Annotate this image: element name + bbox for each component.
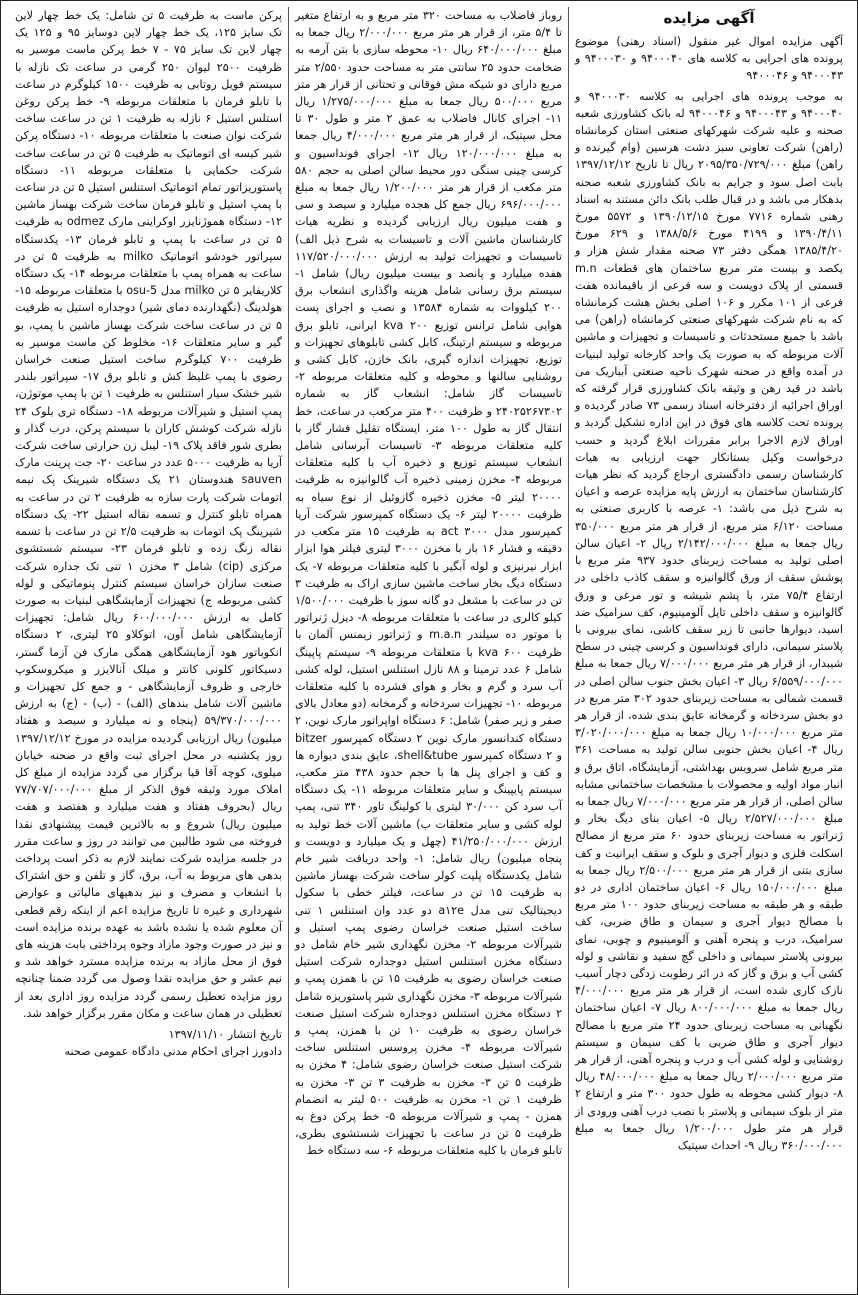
notice-paragraph: آگهی مزایده اموال غیر منقول (اسناد رهنی) موضوع پرونده های اجرایی به کلاسه های ۹۴۰۰۰۴۰ و ۹۴۰۰۰۳۰ و ۹۴۰۰۰۴۳ و ۹۴۰۰۰۴۶ [571, 35, 844, 83]
notice-title: آگهی مزایده [663, 9, 755, 27]
column-left [9, 7, 289, 1288]
column-middle [289, 7, 569, 1288]
notice-paragraph: به موجب پرونده های اجرایی به کلاسه ۹۴۰۰۰۳۰ و ۹۴۰۰۰۴۰ و ۹۴۰۰۰۴۳ و ۹۴۰۰۰۴۶ له بانک کشاورزی شعبه صحنه و علیه شرکت شهرکهای صنعتی استان کرمانشاه (راهن) شرکت تعاونی سبز دشت هرسین (وام گیرنده و راهن) مبلغ ۲۰۹۵/۳۵۰/۷۲۹/۰۰۰ ریال تا تاریخ ۱۳۹۷/۱۲/۱۲ بابت اصل سود و جرایم به بانک کشاورزی شعبه صحنه بدهکار می باشد و در قبال طلب بانک دائن مستند به اسناد رهنی شماره ۷۷۱۶ مورخ ۱۳۹۰/۱۲/۱۵ و ۵۵۷۲ مورخ ۱۳۹۰/۴/۱۱ و ۴۱۹۹ مورخ ۱۳۸۸/۵/۶ و ۶۲۹ مورخ ۱۳۸۵/۴/۲۰ همگی دفتر ۷۳ صحنه مقدار شش هزار و یکصد و بیست متر مربع ساختمان های قطعات m.n قسمتی از پلاک دویست و سه فرعی از باقیمانده هفت فرعی از ۱۰۱ مکرر و ۱۰۶ اصلی بخش هشت کرمانشاه که به نام شرکت شهرکهای صنعتی کرمانشاه (راهن) می باشد با جمیع مستحدثات و تاسیسات و تجهیزات و ماشین آلات مربوطه که به صورت یک واحد کارخانه تولید لبنیات در آمده واقع در صحنه شهرک ناحیه صنعتی آبباریک می باشد در قید رهن و وثیقه بانک کشاورزی قرار گرفته که اوراق اجرائیه از دفترخانه اسناد رسمی ۷۳ صادر گردیده و پرونده تحت کلاسه های فوق در این اداره تشکیل گردید و اوراق لازم الاجرا برابر مقررات ابلاغ گردید و حسب درخواست وکیل بستانکار جهت ارزیابی به هیات کارشناسان رسمی دادگستری ارجاع گردید که نظر هیات کارشناسان ساختمان به ارزش پایه مزایده عرصه و اعیان به شرح ذیل می باشد: ۱- عرصه با کاربری صنعتی به مساحت ۶/۱۲۰ متر مربع، از قرار هر متر مربع ۳۵۰/۰۰۰ ریال جمعا به مبلغ ۲/۱۴۲/۰۰۰/۰۰۰ ریال ۲- اعیان سالن اصلی تولید به مساحت زیربنای حدود ۹۳۷ متر مربع با پوشش سقف از ورق گالوانیزه و سقف کاذب داخلی در ارتفاع ۷۵/۴ متر، با پشم شیشه و تور مرغی و ورق گالوانیزه و سقف داخلی تایل آلومینیوم، کف سرامیک ضد اسید، دیوارها جانبی تا زیر سقف کاشی، نمای بیرونی با پلاستر سیمانی، دارای فونداسیون و کرسی چینی در سطح شیبدار، از قرار هر متر مربع ۷/۰۰۰/۰۰۰ ریال جمعا به مبلغ ۶/۵۵۹/۰۰۰/۰۰۰ ریال ۳- اعیان بخش جنوب سالن اصلی در قسمت شمالی به مساحت زیربنای حدود ۳۰۲ متر مربع در دو بخش سردخانه و گرمخانه عایق بندی شده، از قرار هر متر مربع ۱۰/۰۰۰/۰۰۰ ریال جمعا به مبلغ ۳/۰۲۰/۰۰۰/۰۰۰ ریال ۴- اعیان بخش جنوبی سالن تولید به مساحت ۳۶۱ متر مربع شامل سرویس بهداشتی، آزمایشگاه، اتاق برق و انبار مواد اولیه و محصولات با مشخصات ساختمانی مشابه سالن اصلی، از قرار هر متر مربع ۷/۰۰۰/۰۰۰ ریال جمعا به مبلغ ۲/۵۲۷/۰۰۰/۰۰۰ ریال ۵- اعیان بنای دیگ بخار و ژنراتور به مساحت زیربنای حدود ۶۰ متر مربع از مصالح اسکلت فلزی و دیوار آجری و بلوک و سقف ایرانیت و کف سازی بتنی از قرار هر متر مربع ۲/۵۰۰/۰۰۰ ریال جمعا به مبلغ ۱۵۰/۰۰۰/۰۰۰ ریال ۶- اعیان ساختمان اداری در دو طبقه و هر طبقه به مساحت زیربنای حدود ۱۰۰ متر مربع با مصالح دیوار آجری و سیمان و طاق ضربی، کف سرامیک، درب و پنجره آهنی و آلومینیوم و چوبی، نمای بیرونی پلاستر سیمانی و داخلی گچ سفید و نقاشی و لوله کشی آب و برق و گاز که در اثر رطوبت زدگی دچار آسیب نازک کاری شده است، از قرار هر متر مربع ۴/۰۰۰/۰۰۰ ریال جمعا به مبلغ ۸۰۰/۰۰۰/۰۰۰ ریال ۷- اعیان ساختمان نگهبانی به مساحت زیربنای حدود ۲۴ متر مربع با مصالح دیوار آجری و طاق ضربی با کف سیمان و سیستم روشنایی و لوله کشی آب و درب و پنجره آهنی، از قرار هر متر مربع ۲/۰۰۰/۰۰۰ ریال جمعا به مبلغ ۴۸/۰۰۰/۰۰۰ ریال ۸- دیوار کشی محوطه به طول حدود ۳۰۰ متر و ارتفاع ۲ متر از بلوک سیمانی و پلاستر با نصب درب آهنی ورودی از قرار هر متر طول ۱/۲۰۰/۰۰۰ ریال جمعا به مبلغ ۳۶۰/۰۰۰/۰۰۰ ریال ۹- احداث سپتیک [571, 89, 844, 1152]
notice-paragraph: روباز فاضلاب به مساحت ۳۲۰ متر مربع و به ارتفاع متغیر تا ۵/۴ متر، از قرار هر متر مربع ۲/۰۰۰/۰۰۰ ریال جمعا به مبلغ ۶۴۰/۰۰۰/۰۰۰ ریال ۱۰- محوطه سازی با بتن آرمه به ضخامت حدود ۲۵ سانتی متر به مساحت حدود ۲/۵۵۰ متر مربع دارای دو شیکه مش فوقانی و تحتانی از قرار هر متر مربع ۵۰۰/۰۰۰ ریال جمعا به مبلغ ۱/۲۷۵/۰۰۰/۰۰۰ ریال ۱۱- اجرای کانال فاضلاب به عمق ۲ متر و طول ۳۰ تا محل سپتیک، از قرار هر متر مربع ۴/۰۰۰/۰۰۰ ریال جمعا به مبلغ ۱۲۰/۰۰۰/۰۰۰ ریال ۱۲- اجرای فونداسیون و کرسی چینی سنگی دور محیط سالن اصلی به حجم ۵۸۰ متر مکعب از قرار هر متر ۱/۲۰۰/۰۰۰ ریال جمعا به مبلغ ۶۹۶/۰۰۰/۰۰۰ ریال جمع کل هجده میلیارد و سیصد و سی و هفت میلیون ریال ارزیابی گردیده و نظریه هیات کارشناسان ماشین آلات و تاسیسات به شرح ذیل الف) تاسیسات و تجهیزات تولید به ارزش ۱۱۷/۵۲۰/۰۰۰/۰۰۰ هفده میلیارد و پانصد و بیست میلیون ریال) شامل ۱- سیستم برق رسانی شامل هزینه واگذاری انشعاب برق ۲۰۰ کیلووات به شماره ۱۳۵۸۴ و نصب و اجرای پست هوایی شامل ترانس توزیع ۲۰۰ kva ایرانی، تابلو برق مربوطه و سیستم ارتینگ، کابل کشی تابلوهای تجهیزات و توزیع، تجهیزات اندازه گیری، بانک خازن، کابل کشی و روشنایی سالنها و محوطه و کلیه متعلقات مربوطه ۲- تاسیسات گاز شامل: انشعاب گاز به شماره ۲۴۰۲۵۲۶۷۳۰۲ و ظرفیت ۴۰۰ متر مرکعب در ساعت، خط انتقال گاز به طول ۱۰۰ متر، ایستگاه تقلیل فشار گاز با کلیه متعلقات مربوطه ۳- تاسیسات آبرسانی شامل انشعاب سیستم توزیع و ذخیره آب با کلیه متعلقات مربوطه ۴- مخزن زمینی ذخیره آب گالوانیزه به ظرفیت ۲۰۰۰۰ لیتر ۵- مخزن ذخیره گازوئیل از نوع سیاه به ظرفیت ۲۰۰۰۰ لیتر ۶- یک دستگاه کمپرسور شرکت آریا کمپرسور مدل act ۳۰۰۰ به ظرفیت ۱۵ متر مکعب در دقیقه و فشار ۱۶ بار با مخزن ۳۰۰۰ لیتری فیلتر هوا ابزار ابزار نیرنیزی و لوله آبگیر با کلیه متعلقات مربوطه ۷- یک دستگاه دیگ بخار ساخت ماشین سازی اراک به ظرفیت ۳ تن در ساعت با مشعل دو گانه سوز با ظرفیت ۱/۵۰۰/۰۰۰ کیلو کالری در ساعت با متعلقات مربوطه ۸- دیزل ژنراتور با موتور ده سیلندر m.a.n و ژنراتور زیمنس آلمان با ظرفیت ۶۰۰ kva با متعلقات مربوطه ۹- سیستم پاپینگ شامل ۶ عدد ترمینا و ۸۸ نازل استنلس استیل، لوله کشی آب سرد و گرم و بخار و هوای فشرده با کلیه متعلقات مربوطه ۱۰- تجهیزات سردخانه و گرمخانه (دو معادل بالای صفر و زیر صفر) شامل: ۶ دستگاه اواپراتور مارک نوین، ۲ دستگاه کندانسور مارک نوین ۲ دستگاه کمپرسور bitzer و ۲ دستگاه کمپرسور shell&tube، عایق بندی دیواره ها و کف و اجرای پنل ها با حجم حدود ۴۳۸ متر مکعب، سیستم پایپینگ و سایر متعلقات مربوطه ۱۱- یک دستگاه آب سرد کن ۳۰/۰۰۰ لیتری با کولینگ تاور ۳۴۰ تنی، پمپ لوله کشی و سایر متعلقات ب) ماشین آلات خط تولید به ارزش ۴۱/۲۵۰/۰۰۰/۰۰۰ (چهل و یک میلیارد و دویست و پنجاه میلیون) ریال شامل: ۱- واحد دریافت شیر خام شامل یکدستگاه پلیت کولر ساخت شرکت بهساز ماشین به ظرفیت ۱۵ تن در ساعت، فیلتر خطی با سکول دیجیتالیک تنی مدل a۱۲e دو عدد وان استنلس ۱ تنی ساخت استیل صنعت خراسان رضوی پمپ استیل و شیرآلات مربوطه ۲- مخزن نگهداری شیر خام شامل دو دستگاه مخزن استنلس استیل دوجداره شرکت استیل صنعت خراسان رضوی به ظرفیت ۱۵ تن با همزن پمپ و شیرآلات مربوطه ۳- مخزن نگهداری شیر پاستوریزه شامل ۲ دستگاه مخزن استنلس دوجداره شرکت استیل صنعت خراسان رضوی به ظرفیت ۱۰ تن با همزن، پمپ و شیرآلات مربوطه ۴- مخزن پروسس استنلس ساخت شرکت استیل صنعت خراسان رضوی شامل: ۴ مخزن به ظرفیت ۵ تن ۳- مخزن به ظرفیت ۳ تن ۳- مخزن به ظرفیت ۱ تن ۱- مخزن به ظرفیت ۵۰۰ لیتر به انضمام همزن - پمپ و شیرآلات مربوطه ۵- خط پرکن دوغ به ظرفیت ۵ تن در ساعت با تجهیزات شستشوی بطری، تابلو فرمان با کلیه متعلقات مربوطه ۶- سه دستگاه خط [291, 9, 563, 1158]
column-right [569, 7, 849, 1288]
signature-line: دادورز اجرای احکام مدنی دادگاه عمومی صحنه [64, 1044, 282, 1058]
notice-paragraph: پرکن ماست به ظرفیت ۵ تن شامل: یک خط چهار لاین تک سایز ۱۲۵، یک خط چهار لاین دوسایز ۹۵ و ۱۲۵ یک چهار لاین تک سایز ۷۵ - ۷ خط پرکن ماست موسیر به ظرفیت ۲۵۰۰ لیوان ۲۵۰ گرمی در ساعت تک نازله با سیستم فویل روتابی به ظرفیت ۱۵۰۰ کیلوگرم در ساعت با تابلو فرمان با متعلقات مربوطه ۹- خط پرکن روغن استلس استیل ۶ نازله به ظرفیت ۱ تن در ساعت ساخت شرکت نوان صنعت با متعلقات مربوطه ۱۰- دستگاه پرکن شیر کیسه ای اتوماتیک به ظرفیت ۵ تن در ساعت ساخت شرکت حکمایی با متعلقات مربوطه ۱۱- دستگاه پاستوریزاتور تمام اتوماتیک استنلس استیل ۵ تن در ساعت با پمپ استیل و تابلو فرمان ساخت شرکت بهساز ماشین ۱۲- دستگاه هموژنایزر اوکراینی مارک odmez به ظرفیت ۵ تن در ساعت با پمپ و تابلو فرمان ۱۳- یکدستگاه سپراتور خودشو اتوماتیک milko به ظرفیت ۵ تن در ساعت به همراه پمپ با متعلقات مربوطه ۱۴- یک دستگاه کلاریفایر ۵ تن milko مدل osu-5 با متعلقات مربوطه ۱۵- هولدینگ (نگهدارنده دمای شیر) دوجداره استیل به ظرفیت ۵ تن در ساعت ساخت شرکت بهساز ماشین با پمپ، بو گیر و سایر متعلقات ۱۶- مخلوط کن ماست موسیر به ظرفیت ۷۰۰ کیلوگرم ساخت استیل صنعت خراسان رضوی با پمپ غلیظ کش و تابلو برق ۱۷- سپراتور بلندر شیر خشک سیار استنلس به ظرفیت ۱ تن با پمپ موتوژن، پمپ استیل و شیرآلات مربوطه ۱۸- دستگاه تری بلوک ۲۴ نازله شرکت کوشش کاران با سیستم پرکن، درب گذار و بطری شور فاقد پلاک ۱۹- لیبل زن حرارتی ساخت شرکت آریا به ظرفیت ۵۰۰۰ عدد در ساعت ۲۰- جت پرینت مارک sauven هندوستان ۲۱ یک دستگاه شیرینک پک نیمه اتومات شرکت پارت سازه به ظرفیت ۲ تن در ساعت به همراه تابلو کنترل و تسمه نقاله استیل ۲۲- یک دستگاه شیرینگ پک اتومات به ظرفیت ۲/۵ تن در ساعت با تسمه نقاله زنگ زده و تابلو فرمان ۲۳- سیستم شستشوی مرکزی (cip) شامل ۳ مخزن ۱ تنی تک جداره شرکت صنعت سازان خراسان سیستم کنترل پنوماتیکی و لوله کشی مربوطه ج) تجهیزات آزمایشگاهی لبنیات به صورت کامل به ارزش ۶۰۰/۰۰۰/۰۰۰ ریال شامل: تجهیزات آزمایشگاهی شامل آون، اتوکلاو ۲۵ لیتری، ۲ دستگاه انکوباتور هود آزمایشگاهی همگی مارک فن آزما گستر، دسیکاتور کلونی کانتر و میلک آنالایزر و میکروسکوپ خارجی و ظروف آزمایشگاهی - و جمع کل تجهیزات و ماشین آلات شامل بندهای (الف) - (ب) - (ج) به ارزش ۵۹/۳۷۰/۰۰۰/۰۰۰ (پنجاه و نه میلیارد و سیصد و هفتاد میلیون) ریال ارزیابی گردیده مزایده در مورخ ۱۳۹۷/۱۲/۱۲ روز یکشنبه در محل اجرای ثبت واقع در صحنه خیابان میلوی، کوچه آقا قیا برگزار می گردد مزایده از مبلغ کل املاک مورد وثیقه فوق الذکر از مبلغ ۷۷/۷۰۷/۰۰۰/۰۰۰ ریال (بحروف هفتاد و هفت میلیارد و هفتصد و هفت میلیون ریال) شروع و به بالاترین قیمت پیشنهادی نقدا فروخته می شود طالبین می توانند در روز و ساعت مقرر در جلسه مزایده شرکت نمایند لازم به ذکر است پرداخت بدهی های مربوط به آب، برق، گاز و تلفن و حق اشتراک با انشعاب و مصرف و نیز بدهیهای مالیاتی و عوارض شهرداری و غیره تا تاریخ مزایده اعم از اینکه رقم قطعی آن معلوم شده یا نشده باشد به عهده برنده مزایده است و نیز در صورت وجود مازاد وجوه پرداختی بابت هزینه های فوق از محل مازاد به برنده مزایده مسترد خواهد شد و نیم عشر و حق مزایده نقدا وصول می گردد ضمنا چنانچه روز مزایده تعطیل رسمی گردد مزایده روز اداری بعد از تعطیلی در همان ساعت و مکان مقرر برگزار خواهد شد. [11, 9, 283, 1020]
publication-date: تاریخ انتشار ۱۳۹۷/۱۱/۱۰ [168, 1027, 282, 1041]
notice-footer [15, 1026, 282, 1060]
